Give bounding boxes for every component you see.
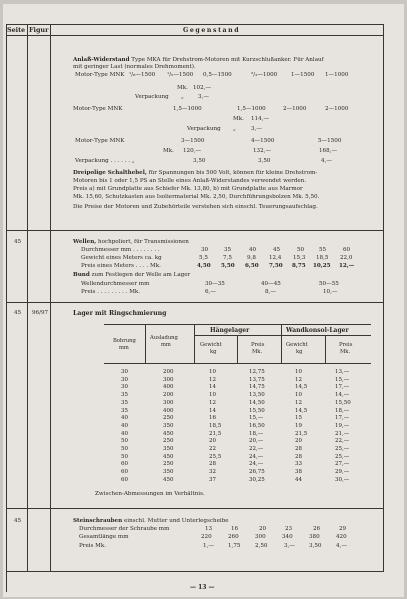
price: 120,— [183, 148, 202, 154]
cell-wand-preis: 22,— [335, 438, 350, 445]
value: 10,25 [313, 263, 331, 269]
cell-wand-preis: 17,— [335, 384, 350, 391]
value: 55 [319, 247, 327, 253]
value: 6,50 [245, 263, 259, 269]
cell-haenge-gewicht: 32 [209, 469, 216, 476]
cell-haenge-gewicht: 12 [209, 399, 216, 406]
cell-bohrung: 30 [121, 384, 128, 391]
stein-row-label: Preis Mk. [79, 543, 107, 549]
group-haengelager: Hängelager [210, 327, 250, 334]
cell-bohrung: 60 [121, 461, 128, 468]
dreipol-text: für Spannungen bis 500 Volt, können für kleine Drehstrom- [148, 170, 318, 176]
cell-ausladung: 350 [163, 469, 174, 476]
cell-ausladung: 400 [163, 407, 174, 414]
lager-title: Lager mit Ringschmierung [73, 310, 167, 317]
wellen-text: hochpoliert, für Transmissionen [98, 239, 189, 245]
cell-ausladung: 300 [163, 376, 174, 383]
value: 16 [231, 526, 239, 532]
sub-preis-2a: Preis [339, 342, 353, 348]
lager-seite: 45 [14, 310, 22, 316]
sub-gewicht-1b: kg [210, 349, 217, 355]
value: 23 [285, 526, 293, 532]
cell-haenge-gewicht: 10 [209, 369, 216, 375]
cell-wand-gewicht: 21,5 [295, 430, 308, 437]
cell-ausladung: 200 [163, 369, 174, 375]
value: 45 [273, 247, 281, 253]
cell-haenge-gewicht: 20 [209, 438, 216, 445]
lager-table-v4 [281, 324, 282, 364]
bottom-border [6, 571, 384, 572]
cell-wand-gewicht: 28 [295, 453, 302, 460]
cell-haenge-preis: 24,— [249, 461, 264, 468]
top-border [6, 24, 384, 25]
cell-wand-gewicht: 33 [295, 461, 302, 468]
cell-bohrung: 60 [121, 469, 128, 476]
value: 12,— [339, 263, 355, 269]
cell-wand-gewicht: 14,5 [295, 384, 308, 391]
cell-wand-preis: 21,— [335, 430, 350, 437]
value: 4,— [336, 543, 347, 549]
cell-wand-gewicht: 14,5 [295, 407, 308, 414]
section-divider-1 [6, 230, 384, 231]
value: 5,50 [221, 263, 235, 269]
verpackung-label-2: Verpackung [187, 126, 221, 132]
cell-haenge-preis: 26,75 [249, 469, 265, 476]
cell-ausladung: 350 [163, 422, 174, 429]
cell-haenge-preis: 20,— [249, 438, 264, 445]
wellen-row-label: Durchmesser mm . . . . . . . . [81, 247, 160, 253]
lager-table-v5 [325, 335, 326, 364]
price-1: 102,— [193, 85, 212, 91]
stein-bold: Steinschrauben [73, 518, 123, 524]
price: 168,— [319, 148, 338, 154]
cell-wand-preis: 15,50 [335, 399, 351, 406]
cell-haenge-preis: 14,75 [249, 384, 265, 391]
verpackung-1: 3,— [198, 94, 209, 100]
cell-ausladung: 400 [163, 384, 174, 391]
cell-haenge-gewicht: 25,5 [209, 453, 222, 460]
dreipol-line-1 [73, 170, 317, 177]
cell-ausladung: 200 [163, 392, 174, 399]
col-ausladung-2: mm [161, 342, 171, 348]
cell-bohrung: 40 [121, 430, 128, 437]
cell-ausladung: 350 [163, 446, 174, 452]
cell-wand-preis: 25,— [335, 446, 350, 452]
motor-size: 3—1500 [181, 138, 205, 144]
verpackung-price: 4,— [321, 158, 332, 164]
cell-wand-preis: 19,— [335, 422, 350, 429]
wellen-row-label: Gewicht eines Meters ca. kg [81, 255, 162, 261]
value: 50—55 [319, 281, 339, 287]
header-bottom-border [6, 35, 384, 36]
value: 340 [282, 534, 293, 540]
value: 22,0 [340, 255, 353, 261]
cell-wand-preis: 27,— [335, 461, 350, 468]
value: 40—45 [261, 281, 281, 287]
motor-size: 1—1000 [325, 72, 349, 78]
cell-wand-gewicht: 12 [295, 376, 302, 383]
motor-size: 1,5—1000 [237, 106, 266, 112]
cell-wand-preis: 30,— [335, 476, 350, 483]
cell-haenge-preis: 30,25 [249, 476, 265, 483]
header-seite: Seite [7, 26, 26, 34]
cell-haenge-gewicht: 14 [209, 407, 216, 414]
value: 260 [228, 534, 239, 540]
lager-table-v2 [194, 324, 195, 364]
stein-title [73, 518, 229, 525]
value: 6,— [205, 289, 216, 295]
motor-size: 2—1000 [283, 106, 307, 112]
stein-row-label: Gesamtlänge mm [79, 534, 129, 540]
cell-haenge-gewicht: 12 [209, 376, 216, 383]
cell-wand-gewicht: 20 [295, 438, 302, 445]
value: 10,— [323, 289, 338, 295]
motor-size: 2—1000 [325, 106, 349, 112]
cell-bohrung: 35 [121, 392, 128, 399]
value: 50 [297, 247, 305, 253]
bund-bold: Bund [73, 272, 90, 278]
motor-size: 0,5—1500 [203, 72, 232, 78]
cell-wand-gewicht: 10 [295, 392, 302, 399]
cell-haenge-preis: 18,— [249, 430, 264, 437]
wellen-title [73, 239, 189, 246]
cell-bohrung: 50 [121, 453, 128, 460]
cell-haenge-gewicht: 14 [209, 384, 216, 391]
stein-text: einschl. Mutter und Unterlegscheibe [123, 518, 229, 524]
cell-ausladung: 250 [163, 461, 174, 468]
cell-haenge-gewicht: 28 [209, 461, 216, 468]
lager-figur: 96/97 [32, 310, 49, 316]
verpackung-label-3: Verpackung . . . . . . „ [75, 158, 135, 164]
cell-wand-gewicht: 10 [295, 369, 302, 375]
col-bohrung-2: mm [119, 345, 129, 351]
cell-wand-preis: 17,— [335, 415, 350, 422]
sub-preis-2b: Mk. [340, 349, 351, 355]
motor-size: ²/₃—1000 [251, 72, 278, 78]
value: 8,75 [292, 263, 306, 269]
bund-text: zum Festlegen der Welle am Lager [91, 272, 191, 278]
value: 26 [313, 526, 321, 532]
cell-ausladung: 450 [163, 476, 174, 483]
value: 380 [309, 534, 320, 540]
motor-type-label-1: Motor-Type MNK [75, 72, 125, 78]
sub-gewicht-1a: Gewicht [200, 342, 222, 348]
price-label-1: Mk. [177, 85, 188, 91]
lager-table-header-bottom [104, 363, 371, 364]
cell-bohrung: 40 [121, 422, 128, 429]
value: 40 [249, 247, 257, 253]
dreipol-line-3: Preis a) mit Grundplatte aus Schiefer Mk. 13,80, b) mit Grundplatte aus Marmor [73, 186, 303, 192]
value: 2,50 [255, 543, 268, 549]
lager-note: Zwischen-Abmessungen im Verhältnis. [95, 491, 205, 497]
lager-group-underline-2 [281, 335, 371, 336]
cell-haenge-gewicht: 18,5 [209, 422, 222, 429]
cell-bohrung: 40 [121, 415, 128, 422]
value: 3,50 [309, 543, 322, 549]
stein-row-label: Durchmesser der Schraube mm [79, 526, 170, 532]
cell-bohrung: 30 [121, 376, 128, 383]
anlass-widerstand-text: Type MKA für Drehstrom-Motoren mit Kurzschlußanker. Für Anlauf [131, 57, 324, 63]
anlass-line2: mit geringer Last (normales Drehmoment). [73, 64, 196, 70]
cell-wand-preis: 29,— [335, 469, 350, 476]
sub-gewicht-2b: kg [296, 349, 303, 355]
motor-size: ¹/₈—1500 [129, 72, 156, 78]
group-wandkonsol: Wandkonsol-Lager [286, 327, 349, 334]
value: 13 [205, 526, 213, 532]
cell-wand-gewicht: 38 [295, 469, 302, 476]
motor-size: 1,5—1000 [173, 106, 202, 112]
col-bohrung-1: Bohrung [113, 338, 136, 344]
value: 4,50 [197, 263, 211, 269]
cell-haenge-preis: 13,50 [249, 392, 265, 399]
verpackung-mark-1: „ [181, 94, 184, 100]
cell-wand-gewicht: 28 [295, 446, 302, 452]
cell-haenge-preis: 22,— [249, 446, 264, 452]
bund-row-label: Wellendurchmesser mm [81, 281, 150, 287]
sub-preis-1b: Mk. [252, 349, 263, 355]
cell-haenge-preis: 13,75 [249, 376, 265, 383]
dreipol-bold: Dreipolige Schalthebel, [73, 170, 147, 176]
cell-wand-gewicht: 44 [295, 476, 302, 483]
cell-haenge-preis: 15,— [249, 415, 264, 422]
value: 20 [259, 526, 267, 532]
value: 1,— [203, 543, 214, 549]
price: 132,— [253, 148, 272, 154]
dreipol-line-2: Motoren bis 1 oder 1,5 PS an Stelle eines Anlaß-Widerstandes verwendet werden. [73, 178, 307, 184]
cell-wand-preis: 14,— [335, 392, 350, 399]
verpackung-mark-2: „ [233, 126, 236, 132]
seite-column-divider [27, 24, 28, 572]
catalog-page [3, 4, 404, 597]
value: 8,— [265, 289, 276, 295]
cell-ausladung: 300 [163, 399, 174, 406]
value: 18,5 [316, 255, 329, 261]
header-gegenstand: Gegenstand [183, 27, 241, 34]
right-border [383, 24, 384, 572]
verpackung-label-1: Verpackung [135, 94, 169, 100]
cell-wand-preis: 18,— [335, 407, 350, 414]
cell-haenge-gewicht: 10 [209, 392, 216, 399]
cell-wand-preis: 13,— [335, 369, 350, 375]
value: 7,50 [269, 263, 283, 269]
sub-gewicht-2a: Gewicht [286, 342, 308, 348]
value: 29 [339, 526, 347, 532]
cell-wand-preis: 15,— [335, 376, 350, 383]
cell-haenge-gewicht: 37 [209, 476, 216, 483]
cell-haenge-preis: 14,50 [249, 399, 265, 406]
col-ausladung-1: Ausladung [150, 335, 178, 341]
value: 15,3 [293, 255, 306, 261]
section-divider-2 [6, 302, 384, 303]
cell-bohrung: 60 [121, 476, 128, 483]
section-divider-3 [6, 508, 384, 509]
motor-type-label-2: Motor-Type MNK [73, 106, 123, 112]
cell-bohrung: 50 [121, 438, 128, 445]
anlass-widerstand-bold: Anlaß-Widerstand [73, 57, 130, 63]
value: 60 [343, 247, 351, 253]
dreipol-line-5: Die Preise der Motoren und Zubehörteile verstehen sich einschl. Teuerungsaufschlag. [73, 204, 318, 210]
anlass-widerstand-title [73, 57, 324, 64]
cell-haenge-preis: 16,50 [249, 422, 265, 429]
value: 7,5 [223, 255, 232, 261]
cell-wand-gewicht: 19 [295, 422, 302, 429]
value: 220 [201, 534, 212, 540]
value: 30 [201, 247, 209, 253]
bund-row-label: Preis . . . . . . . . . Mk. [81, 289, 141, 295]
wellen-bold: Wellen, [73, 239, 97, 245]
cell-bohrung: 35 [121, 407, 128, 414]
page-number: — 13 — [190, 584, 215, 591]
cell-haenge-preis: 24,— [249, 453, 264, 460]
cell-haenge-preis: 12,75 [249, 369, 265, 375]
verpackung-price: 3,50 [258, 158, 271, 164]
cell-ausladung: 250 [163, 438, 174, 445]
cell-ausladung: 450 [163, 453, 174, 460]
header-figur: Figur [29, 26, 49, 34]
value: 5,5 [199, 255, 208, 261]
value: 9,8 [247, 255, 256, 261]
cell-bohrung: 35 [121, 399, 128, 406]
cell-wand-preis: 25,— [335, 453, 350, 460]
motor-size: 5—1500 [318, 138, 342, 144]
wellen-row-label: Preis eines Meters . . . . Mk. [81, 263, 161, 269]
price-2: 114,— [251, 116, 270, 122]
cell-haenge-gewicht: 22 [209, 446, 216, 452]
lager-table-v1 [145, 324, 146, 364]
cell-ausladung: 250 [163, 415, 174, 422]
motor-size: ¹/₅—1500 [167, 72, 194, 78]
value: 420 [336, 534, 347, 540]
cell-haenge-gewicht: 16 [209, 415, 216, 422]
verpackung-price: 3,50 [193, 158, 206, 164]
cell-haenge-gewicht: 21,5 [209, 430, 222, 437]
motor-size: 4—1500 [251, 138, 275, 144]
cell-wand-gewicht: 12 [295, 399, 302, 406]
cell-bohrung: 50 [121, 446, 128, 452]
lager-table-v3 [237, 335, 238, 364]
verpackung-2: 3,— [251, 126, 262, 132]
motor-type-label-3: Motor-Type MNK [75, 138, 125, 144]
value: 35 [224, 247, 232, 253]
stein-seite: 45 [14, 518, 22, 524]
cell-haenge-preis: 15,50 [249, 407, 265, 414]
dreipol-line-4: Mk. 15,60, Schutzkasten aus Isoliermaterial Mk. 2,50, Durchführungsbolzen Mk. 5,50. [73, 194, 320, 200]
value: 30—35 [205, 281, 225, 287]
price-label-2: Mk. [233, 116, 244, 122]
cell-ausladung: 450 [163, 430, 174, 437]
value: 3,— [284, 543, 295, 549]
motor-size: 1—1500 [291, 72, 315, 78]
price-label-3: Mk. [163, 148, 174, 154]
value: 12,4 [269, 255, 282, 261]
left-border [6, 24, 7, 592]
figur-column-divider [50, 24, 51, 572]
value: 1,75 [228, 543, 241, 549]
bund-title [73, 272, 190, 279]
lager-group-underline-1 [194, 335, 281, 336]
wellen-seite: 45 [14, 239, 22, 245]
cell-bohrung: 30 [121, 369, 128, 375]
sub-preis-1a: Preis [251, 342, 265, 348]
value: 300 [255, 534, 266, 540]
cell-wand-gewicht: 15 [295, 415, 302, 422]
